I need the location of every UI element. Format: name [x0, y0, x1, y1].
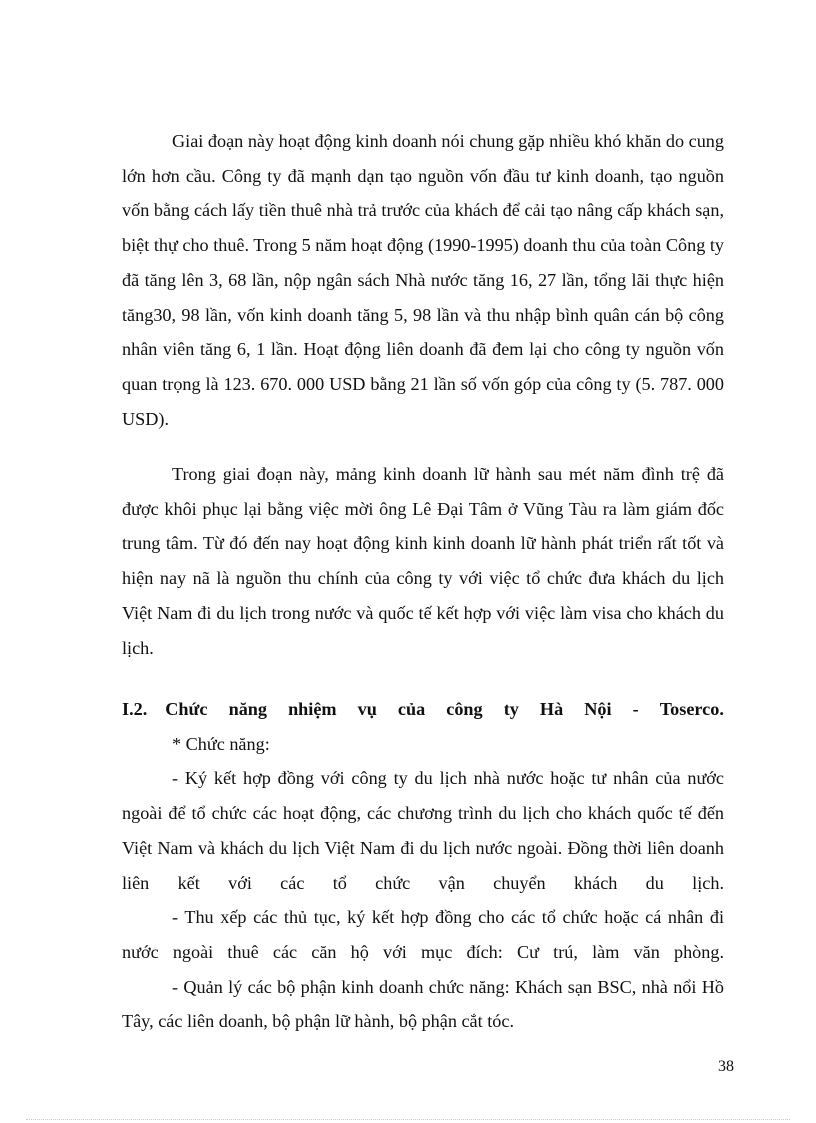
section-title	[165, 692, 724, 727]
function-item-3: - Quản lý các bộ phận kinh doanh chức năng: Khách sạn BSC, nhà nổi Hồ Tây, các liên doanh, bộ phận lữ hành, bộ phận cắt tóc.	[122, 976, 724, 1032]
section-title-word: của	[397, 699, 426, 719]
function-item-1: - Ký kết hợp đồng với công ty du lịch nhà nước hoặc tư nhân của nước ngoài để tổ chức các hoạt động, các chương trình du lịch cho khách quốc tế đến Việt Nam và khách du lịch Việt Nam đi du lịch nước ngoài. Đồng thời liên doanh liên kết với các tổ chức vận chuyển khách du lịch.	[122, 768, 724, 893]
section-title-word: năng	[228, 699, 267, 719]
section-i2	[122, 692, 724, 1039]
section-title-word: Chức	[165, 699, 208, 719]
section-title-word: ty	[503, 699, 519, 719]
paragraph-1-text: Giai đoạn này hoạt động kinh doanh nói chung gặp nhiều khó khăn do cung lớn hơn cầu. Công ty đã mạnh dạn tạo nguồn vốn đầu tư kinh doanh, tạo nguồn vốn bằng cách lấy tiền thuê nhà trả trước của khách để cải tạo nâng cấp khách sạn, biệt thự cho thuê. Trong 5 năm hoạt động (1990-1995) doanh thu của toàn Công ty đã tăng lên 3, 68 lần, nộp ngân sách Nhà nước tăng 16, 27 lần, tổng lãi thực hiện tăng30, 98 lần, vốn kinh doanh tăng 5, 98 lần và thu nhập bình quân cán bộ công nhân viên tăng 6, 1 lần. Hoạt động liên doanh đã đem lại cho công ty nguồn vốn quan trọng là 123. 670. 000 USD bằng 21 lần số vốn góp của công ty (5. 787. 000 USD).	[122, 131, 724, 429]
section-title-word: nhiệm	[288, 699, 337, 719]
section-number: I.2.	[122, 699, 148, 719]
paragraph-2	[122, 457, 724, 665]
page-number: 38	[718, 1058, 734, 1075]
section-title-word: Hà	[539, 699, 564, 719]
function-label: * Chức năng:	[172, 733, 270, 754]
function-item-2: - Thu xếp các thủ tục, ký kết hợp đồng cho các tổ chức hoặc cá nhân đi nước ngoài thuê các căn hộ với mục đích: Cư trú, làm văn phòng.	[122, 907, 724, 962]
section-title-word: Toserco.	[659, 699, 724, 719]
section-title-word: vụ	[357, 699, 377, 719]
paragraph-2-text: Trong giai đoạn này, mảng kinh doanh lữ hành sau mét năm đình trệ đã được khôi phục lại bằng việc mời ông Lê Đại Tâm ở Vũng Tàu ra làm giám đốc trung tâm. Từ đó đến nay hoạt động kinh kinh doanh lữ hành phát triển rất tốt và hiện nay nã là nguồn thu chính của công ty với việc tổ chức đưa khách du lịch Việt Nam đi du lịch trong nước và quốc tế kết hợp với việc làm visa cho khách du lịch.	[122, 464, 724, 658]
section-title-word: Nội	[584, 699, 612, 719]
page-bottom-divider	[26, 1119, 790, 1120]
section-title-word: -	[632, 699, 639, 719]
section-heading	[122, 692, 724, 727]
paragraph-1	[122, 124, 724, 436]
section-title-word: công	[446, 699, 483, 719]
